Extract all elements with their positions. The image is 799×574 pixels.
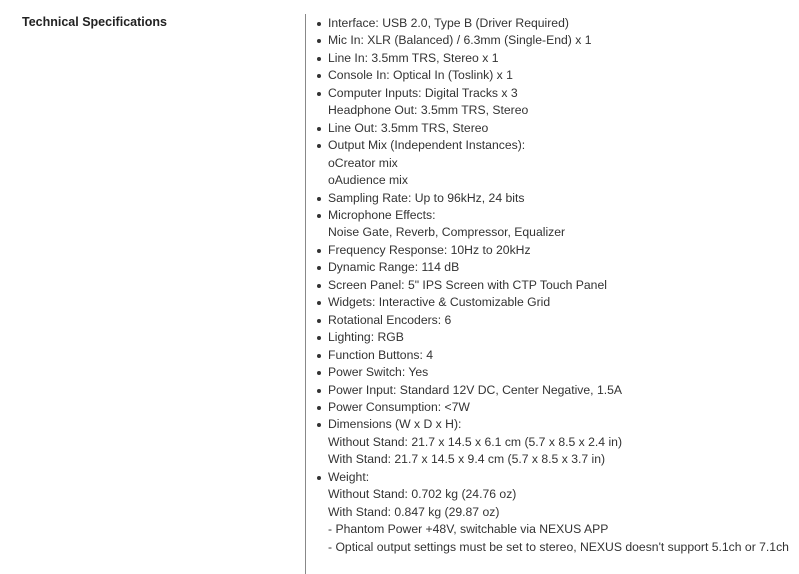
- spec-item-subline: oAudience mix: [328, 173, 408, 188]
- spec-list-item: [328, 190, 798, 207]
- spec-item-text: Output Mix (Independent Instances):: [328, 138, 526, 153]
- spec-item-text: Line In: 3.5mm TRS, Stereo x 1: [328, 50, 499, 65]
- spec-item-subline: - Optical output settings must be set to stereo, NEXUS doesn't support 5.1ch or 7.1ch: [328, 539, 789, 554]
- spec-list-item: [328, 242, 798, 259]
- spec-list-item: [328, 312, 798, 329]
- spec-list-item: [328, 67, 798, 84]
- spec-item-subline: With Stand: 0.847 kg (29.87 oz): [328, 504, 500, 519]
- spec-item-text: Widgets: Interactive & Customizable Grid: [328, 295, 551, 310]
- spec-item-text: Sampling Rate: Up to 96kHz, 24 bits: [328, 190, 525, 205]
- spec-item-text: Microphone Effects:: [328, 207, 436, 222]
- spec-item-text: Dynamic Range: 114 dB: [328, 260, 460, 275]
- spec-list-item: [328, 347, 798, 364]
- section-title: Technical Specifications: [22, 15, 167, 29]
- spec-item-text: Screen Panel: 5" IPS Screen with CTP Touch Panel: [328, 277, 607, 292]
- spec-item-text: Interface: USB 2.0, Type B (Driver Required): [328, 16, 569, 30]
- spec-list: [328, 15, 798, 556]
- spec-item-subline: oCreator mix: [328, 155, 398, 170]
- spec-list-item: [328, 416, 798, 468]
- spec-item-text: Power Switch: Yes: [328, 365, 429, 380]
- spec-list-item: [328, 32, 798, 49]
- spec-list-item: [328, 329, 798, 346]
- spec-item-subline: Noise Gate, Reverb, Compressor, Equalizer: [328, 225, 566, 240]
- spec-item-text: Power Consumption: <7W: [328, 399, 470, 414]
- spec-list-item: [328, 85, 798, 120]
- spec-list-item: [328, 15, 798, 32]
- spec-list-item: [328, 259, 798, 276]
- spec-item-text: Lighting: RGB: [328, 330, 404, 345]
- spec-list-item: [328, 137, 798, 189]
- spec-list-item: [328, 469, 798, 556]
- spec-item-text: Mic In: XLR (Balanced) / 6.3mm (Single-End) x 1: [328, 33, 592, 48]
- spec-item-subline: Headphone Out: 3.5mm TRS, Stereo: [328, 103, 529, 118]
- spec-list-item: [328, 277, 798, 294]
- spec-list-item: [328, 207, 798, 242]
- spec-item-text: Dimensions (W x D x H):: [328, 417, 462, 432]
- spec-item-text: Line Out: 3.5mm TRS, Stereo: [328, 120, 489, 135]
- spec-list-item: [328, 399, 798, 416]
- spec-list-item: [328, 120, 798, 137]
- spec-item-text: Console In: Optical In (Toslink) x 1: [328, 68, 513, 83]
- spec-item-text: Weight:: [328, 469, 370, 484]
- spec-item-text: Frequency Response: 10Hz to 20kHz: [328, 242, 531, 257]
- spec-item-text: Computer Inputs: Digital Tracks x 3: [328, 85, 518, 100]
- spec-item-text: Rotational Encoders: 6: [328, 312, 452, 327]
- spec-item-text: Function Buttons: 4: [328, 347, 434, 362]
- spec-item-subline: Without Stand: 0.702 kg (24.76 oz): [328, 487, 517, 502]
- spec-list-item: [328, 294, 798, 311]
- spec-item-subline: With Stand: 21.7 x 14.5 x 9.4 cm (5.7 x 8.5 x 3.7 in): [328, 452, 606, 467]
- spec-list-item: [328, 50, 798, 67]
- spec-list-item: [328, 364, 798, 381]
- vertical-divider: [305, 14, 306, 574]
- spec-item-subline: - Phantom Power +48V, switchable via NEXUS APP: [328, 522, 609, 537]
- spec-list-item: [328, 382, 798, 399]
- spec-item-text: Power Input: Standard 12V DC, Center Negative, 1.5A: [328, 382, 623, 397]
- spec-item-subline: Without Stand: 21.7 x 14.5 x 6.1 cm (5.7 x 8.5 x 2.4 in): [328, 434, 623, 449]
